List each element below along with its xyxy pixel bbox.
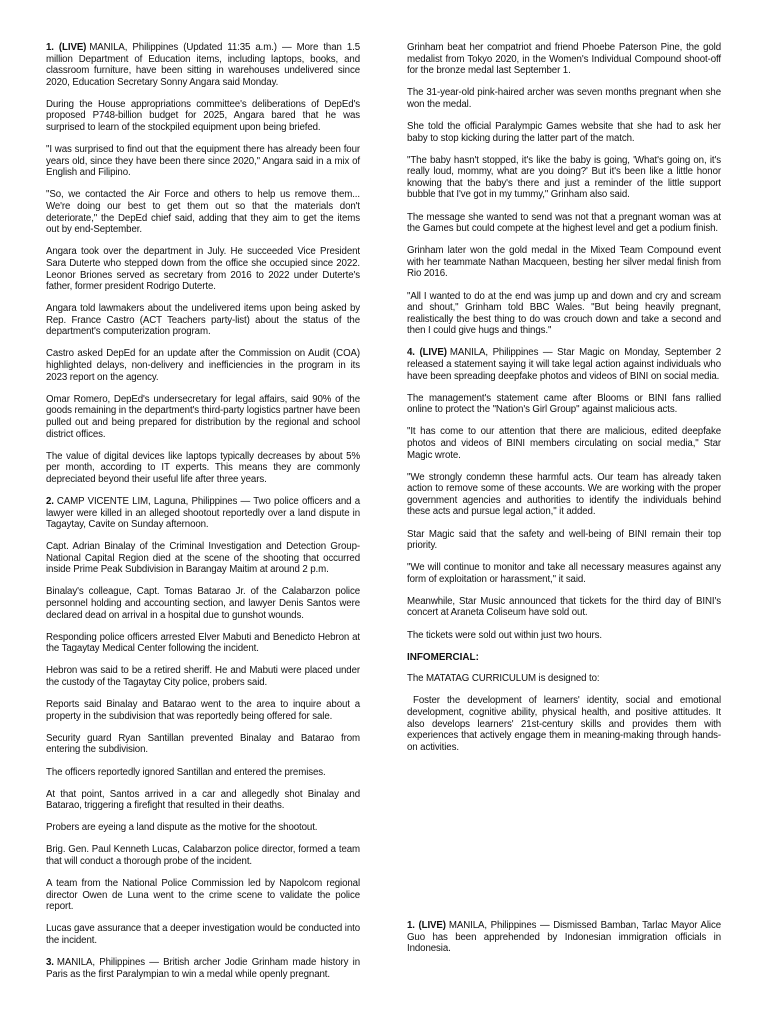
article-paragraph	[46, 822, 360, 834]
article-paragraph	[407, 155, 721, 201]
paragraph-text: Grinham beat her compatriot and friend Phoebe Paterson Pine, the gold medalist from Tokyo 2020, in the Women's Individual Compound shoot-off for the bronze medal last September 1.	[407, 42, 721, 77]
story-lead: 1. (LIVE)	[46, 42, 87, 53]
infomercial-intro: The MATATAG CURRICULUM is designed to:	[407, 673, 600, 685]
article-paragraph	[46, 246, 360, 292]
right-column	[407, 42, 721, 764]
paragraph-text: During the House appropriations committee's deliberations of DepEd's proposed P748-billion budget for 2025, Angara bared that he was surprised to learn of the stockpiled equipment upon being briefed.	[46, 98, 360, 134]
article-paragraph	[46, 394, 360, 440]
story-lead: 3.	[46, 957, 54, 969]
article-paragraph	[46, 496, 360, 531]
article-paragraph	[46, 586, 360, 621]
paragraph-text: At that point, Santos arrived in a car and allegedly shot Binalay and Batarao, triggering a firefight that resulted in their deaths.	[46, 788, 360, 812]
article-paragraph	[46, 42, 360, 88]
paragraph-text: Hebron was said to be a retired sheriff. He and Mabuti were placed under the custody of the Tagaytay City police, probers said.	[46, 665, 360, 689]
paragraph-text: Capt. Adrian Binalay of the Criminal Investigation and Detection Group-National Capital Region died at the scene of the shooting that occurred inside Prime Peak Subdivision in Barangay Maitim at around 2 p.m.	[46, 541, 360, 576]
paragraph-text: Brig. Gen. Paul Kenneth Lucas, Calabarzon police director, formed a team that will conduct a thorough probe of the incident.	[46, 844, 360, 867]
paragraph-text: Lucas gave assurance that a deeper investigation would be conducted into the incident.	[46, 923, 360, 946]
paragraph-text: "So, we contacted the Air Force and others to help us remove them... We're doing our best to get them out so that the materials don't deteriorate," the DepEd chief said, adding that they aim to get the items out by end-September.	[46, 189, 360, 236]
paragraph-text: "It has come to our attention that there are malicious, edited deepfake photos and videos of BINI members circulating on social media," Star Magic wrote.	[407, 426, 721, 461]
article-paragraph	[46, 733, 360, 756]
story-text: MANILA, Philippines — Dismissed Bamban, Tarlac Mayor Alice Guo has been apprehended by Indonesian immigration officials in Indonesia.	[407, 920, 721, 955]
article-paragraph	[407, 596, 721, 619]
paragraph-text: Security guard Ryan Santillan prevented Binalay and Batarao from entering the subdivision.	[46, 732, 360, 756]
article-paragraph	[407, 291, 721, 337]
article-paragraph	[46, 99, 360, 134]
article-paragraph	[407, 212, 721, 235]
paragraph-text: The officers reportedly ignored Santillan and entered the premises.	[46, 766, 326, 778]
article-paragraph	[46, 303, 360, 338]
paragraph-text: The message she wanted to send was not that a pregnant woman was at the Games but could compete at the highest level and get a podium finish.	[407, 211, 721, 235]
paragraph-text: Star Magic said that the safety and well-being of BINI remain their top priority.	[407, 528, 721, 552]
paragraph-text: Omar Romero, DepEd's undersecretary for legal affairs, said 90% of the goods remaining in the department's third-party logistics partner have been pulled out and being prepared for distribution by the regional and school district offices.	[46, 393, 360, 440]
paragraph-text: MANILA, Philippines (Updated 11:35 a.m.) — More than 1.5 million Department of Education items, including laptops, books, and classroom furniture, have been sitting in warehouses undelivered since 2020, Education Secretary Sonny Angara said Monday.	[46, 42, 360, 88]
paragraph-text: "I was surprised to find out that the equipment there has already been four years old, since they have been there since 2020," Angara said in a mix of English and Filipino.	[46, 144, 360, 179]
article-paragraph	[46, 189, 360, 235]
article-paragraph	[46, 348, 360, 383]
article-paragraph	[46, 957, 360, 980]
story-lead: 4. (LIVE)	[407, 347, 447, 359]
paragraph-text: The tickets were sold out within just two hours.	[407, 629, 602, 641]
article-paragraph	[407, 245, 721, 280]
article-paragraph	[407, 529, 721, 552]
right-column-articles	[407, 42, 721, 641]
paragraph-text: The 31-year-old pink-haired archer was seven months pregnant when she won the medal.	[407, 87, 721, 110]
article-paragraph	[407, 347, 721, 382]
left-column	[46, 42, 360, 991]
paragraph-text: "All I wanted to do at the end was jump up and down and cry and scream and shout," Grinham told BBC Wales. "But being heavily pregnant, realistically the best thing to do was crouch down and take a second and then I could give hugs and things."	[407, 290, 721, 337]
article-paragraph	[407, 87, 721, 110]
article-paragraph	[46, 451, 360, 486]
infomercial-heading: INFOMERCIAL:	[407, 651, 479, 663]
article-paragraph	[46, 144, 360, 179]
paragraph-text: MANILA, Philippines — British archer Jodie Grinham made history in Paris as the first Paralympian to win a medal while openly pregnant.	[46, 957, 360, 980]
article-paragraph	[46, 878, 360, 913]
paragraph-text: The value of digital devices like laptops typically decreases by about 5% per month, according to IT experts. This means they are commonly depreciated beyond their useful life after three years.	[46, 450, 360, 485]
paragraph-text: CAMP VICENTE LIM, Laguna, Philippines — Two police officers and a lawyer were killed in an alleged shootout reportedly over a land dispute in Tagaytay, Cavite on Sunday afternoon.	[46, 495, 360, 531]
paragraph-text: The management's statement came after Blooms or BINI fans rallied online to protect the "Nation's Girl Group" against malicious acts.	[407, 392, 721, 416]
bottom-story	[407, 920, 721, 965]
infomercial-body: Foster the development of learners' identity, social and emotional development, cognitive ability, physical health, and positive attitudes. It also develops learners' 21st-century skills and provides them with experiences that actively engage them in meaning-making through hands-on activities.	[407, 695, 721, 753]
article-paragraph	[407, 42, 721, 77]
article-paragraph	[46, 789, 360, 812]
paragraph-text: "The baby hasn't stopped, it's like the baby is going, 'What's going on, it's really loud, mommy, what are you doing?' But it's been like a little honor knowing that the baby's there and just a reminder of the little support bubble that I've got in my tummy," Grinham also said.	[407, 154, 721, 201]
paragraph-text: MANILA, Philippines — Star Magic on Monday, September 2 released a statement saying it will take legal action against individuals who have been spreading deepfake photos and videos of BINI on social media.	[407, 347, 721, 382]
article-paragraph	[46, 844, 360, 867]
article-paragraph	[407, 121, 721, 144]
article-paragraph	[46, 767, 360, 779]
article-paragraph	[46, 541, 360, 576]
paragraph-text: Reports said Binalay and Batarao went to the area to inquire about a property in the subdivision that was reportedly being offered for sale.	[46, 699, 360, 722]
paragraph-text: Grinham later won the gold medal in the Mixed Team Compound event with her teammate Nathan Macqueen, besting her silver medal finish from Rio 2016.	[407, 245, 721, 280]
article-paragraph	[46, 923, 360, 946]
article-paragraph	[407, 426, 721, 461]
paragraph-text: Meanwhile, Star Music announced that tickets for the third day of BINI's concert at Araneta Coliseum have sold out.	[407, 595, 721, 619]
article-paragraph	[46, 665, 360, 688]
paragraph-text: Angara took over the department in July. He succeeded Vice President Sara Duterte who stepped down from the office she occupied since 2022. Leonor Briones served as secretary from 2016 to 2022 under Duterte's father, former president Rodrigo Duterte.	[46, 246, 360, 293]
paragraph-text: Angara told lawmakers about the undelivered items upon being asked by Rep. France Castro (ACT Teachers party-list) about the status of the department's computerization program.	[46, 303, 360, 338]
article-paragraph	[407, 630, 721, 642]
story-lead: 1. (LIVE)	[407, 920, 446, 931]
paragraph-text: A team from the National Police Commission led by Napolcom regional director Owen de Luna went to the crime scene to validate the police report.	[46, 878, 360, 913]
paragraph-text: Binalay's colleague, Capt. Tomas Batarao Jr. of the Calabarzon police personnel holding and accounting section, and lawyer Denis Santos were declared dead on arrival in a hospital due to gunshot wounds.	[46, 586, 360, 621]
article-paragraph	[407, 393, 721, 416]
paragraph-text: "We strongly condemn these harmful acts. Our team has already taken action to remove some of these accounts. We are working with the proper government agencies and authorities to identify the individuals behind these acts and pursue legal action," it added.	[407, 471, 721, 518]
paragraph-text: "We will continue to monitor and take all necessary measures against any form of exploitation or harassment," it said.	[407, 562, 721, 585]
story-lead: 2.	[46, 495, 54, 507]
article-paragraph	[407, 472, 721, 518]
article-paragraph	[407, 562, 721, 585]
paragraph-text: Responding police officers arrested Elver Mabuti and Benedicto Hebron at the Tagaytay Medical Center following the incident.	[46, 631, 360, 655]
article-paragraph	[46, 632, 360, 655]
paragraph-text: Probers are eyeing a land dispute as the motive for the shootout.	[46, 822, 318, 834]
paragraph-text: Castro asked DepEd for an update after the Commission on Audit (COA) highlighted delays, non-delivery and inefficiencies in the program in its 2023 report on the agency.	[46, 348, 360, 383]
article-paragraph	[46, 699, 360, 722]
paragraph-text: She told the official Paralympic Games website that she had to ask her baby to stop kicking during the latter part of the match.	[407, 120, 721, 144]
infomercial-section	[407, 652, 721, 754]
bottom-story-paragraph	[407, 920, 721, 955]
